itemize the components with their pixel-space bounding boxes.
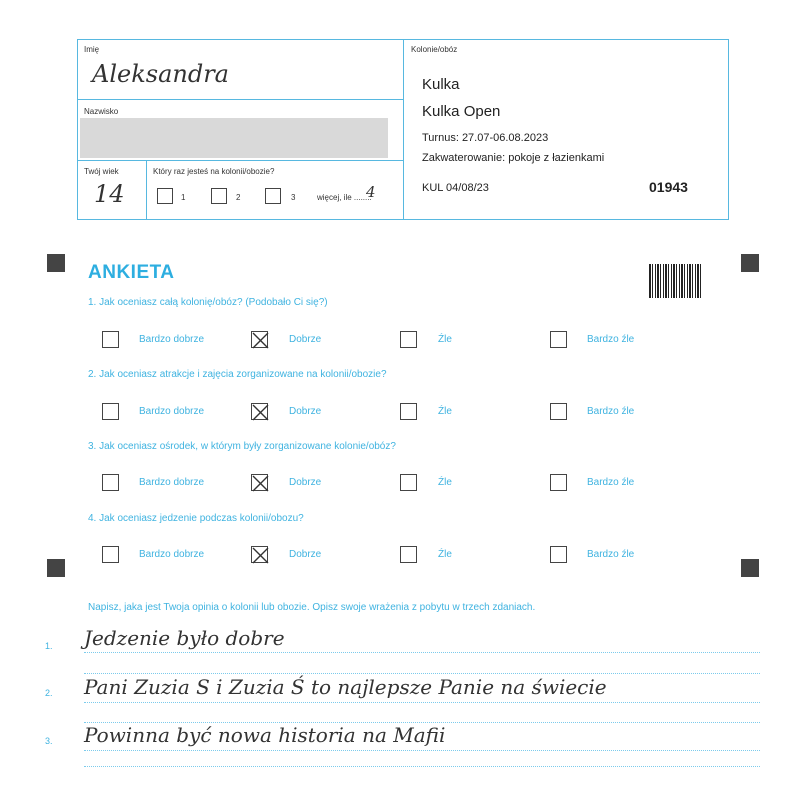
q3-checkbox-bad[interactable] [400, 474, 417, 491]
q4-checkbox-very-bad[interactable] [550, 546, 567, 563]
q2-checkbox-good[interactable] [251, 403, 268, 420]
registration-marker-top-right [741, 254, 759, 272]
q3-option-bad: Źle [438, 477, 452, 488]
q3-checkbox-very-good[interactable] [102, 474, 119, 491]
opinion-underline-1b [84, 673, 760, 674]
q2-option-very-good: Bardzo dobrze [139, 406, 205, 417]
survey-title: ANKIETA [88, 262, 175, 283]
first-name-value: Aleksandra [92, 60, 229, 88]
q4-checkbox-bad[interactable] [400, 546, 417, 563]
q2-checkbox-bad[interactable] [400, 403, 417, 420]
q3-option-very-good: Bardzo dobrze [139, 477, 205, 488]
question-2-text: 2. Jak oceniasz atrakcje i zajęcia zorganizowane na kolonii/obozie? [88, 369, 387, 380]
times-label: Który raz jesteś na kolonii/obozie? [153, 167, 275, 176]
q4-checkbox-good[interactable] [251, 546, 268, 563]
lastname-divider [77, 160, 403, 161]
q4-option-very-good: Bardzo dobrze [139, 549, 205, 560]
camp-label: Kolonie/obóz [411, 45, 458, 54]
opinion-underline-3b [84, 766, 760, 767]
q2-checkbox-very-bad[interactable] [550, 403, 567, 420]
q4-option-good: Dobrze [289, 549, 322, 560]
q3-option-good: Dobrze [289, 477, 322, 488]
check-x-icon [252, 547, 269, 564]
header-divider [403, 39, 404, 220]
q1-option-very-good: Bardzo dobrze [139, 334, 205, 345]
q1-option-very-bad: Bardzo źle [587, 334, 635, 345]
age-divider [146, 160, 147, 220]
last-name-label: Nazwisko [84, 107, 119, 116]
first-name-label: Imię [84, 45, 100, 54]
q3-checkbox-good[interactable] [251, 474, 268, 491]
accommodation-text: Zakwaterowanie: pokoje z łazienkami [422, 152, 605, 164]
times-checkbox-1[interactable] [157, 188, 173, 204]
opinion-underline-2 [84, 702, 760, 703]
name-divider [77, 99, 403, 100]
opinion-line-1[interactable]: Jedzenie było dobre [84, 626, 285, 650]
times-more-label: więcej, ile ........ [317, 193, 372, 202]
registration-marker-bottom-right [741, 559, 759, 577]
q1-option-bad: Źle [438, 334, 452, 345]
times-option-3: 3 [291, 193, 296, 202]
question-4-text: 4. Jak oceniasz jedzenie podczas kolonii/obozu? [88, 513, 304, 524]
times-option-1: 1 [181, 193, 186, 202]
registration-marker-top-left [47, 254, 65, 272]
times-checkbox-2[interactable] [211, 188, 227, 204]
q1-option-good: Dobrze [289, 334, 322, 345]
opinion-prompt: Napisz, jaka jest Twoja opinia o kolonii lub obozie. Opisz swoje wrażenia z pobytu w trzech zdaniach. [88, 602, 536, 613]
q1-checkbox-good[interactable] [251, 331, 268, 348]
times-more-value: 4 [366, 183, 376, 201]
barcode-image [649, 264, 703, 298]
opinion-number-3: 3. [45, 736, 53, 746]
age-value: 14 [94, 180, 125, 208]
q2-option-bad: Źle [438, 406, 452, 417]
camp-variant: Kulka Open [422, 103, 501, 120]
q2-option-good: Dobrze [289, 406, 322, 417]
turnus-text: Turnus: 27.07-06.08.2023 [422, 132, 549, 144]
check-x-icon [252, 404, 269, 421]
age-label: Twój wiek [84, 167, 119, 176]
q1-checkbox-bad[interactable] [400, 331, 417, 348]
check-x-icon [252, 332, 269, 349]
opinion-number-2: 2. [45, 688, 53, 698]
opinion-line-3[interactable]: Powinna być nowa historia na Mafii [84, 723, 446, 747]
opinion-line-2[interactable]: Pani Zuzia S i Zuzia Ś to najlepsze Panie na świecie [84, 675, 607, 699]
q4-checkbox-very-good[interactable] [102, 546, 119, 563]
q4-option-bad: Źle [438, 549, 452, 560]
q3-checkbox-very-bad[interactable] [550, 474, 567, 491]
question-3-text: 3. Jak oceniasz ośrodek, w którym były zorganizowane kolonie/obóz? [88, 441, 396, 452]
q2-option-very-bad: Bardzo źle [587, 406, 635, 417]
camp-name: Kulka [422, 76, 460, 93]
q4-option-very-bad: Bardzo źle [587, 549, 635, 560]
q3-option-very-bad: Bardzo źle [587, 477, 635, 488]
q1-checkbox-very-bad[interactable] [550, 331, 567, 348]
registration-marker-bottom-left [47, 559, 65, 577]
camp-code: KUL 04/08/23 [422, 182, 489, 194]
serial-number: 01943 [649, 179, 688, 195]
last-name-redacted [80, 118, 388, 158]
times-option-2: 2 [236, 193, 241, 202]
q2-checkbox-very-good[interactable] [102, 403, 119, 420]
question-1-text: 1. Jak oceniasz całą kolonię/obóz? (Podobało Ci się?) [88, 297, 328, 308]
opinion-underline-3 [84, 750, 760, 751]
opinion-underline-1 [84, 652, 760, 653]
opinion-number-1: 1. [45, 641, 53, 651]
check-x-icon [252, 475, 269, 492]
q1-checkbox-very-good[interactable] [102, 331, 119, 348]
times-checkbox-3[interactable] [265, 188, 281, 204]
